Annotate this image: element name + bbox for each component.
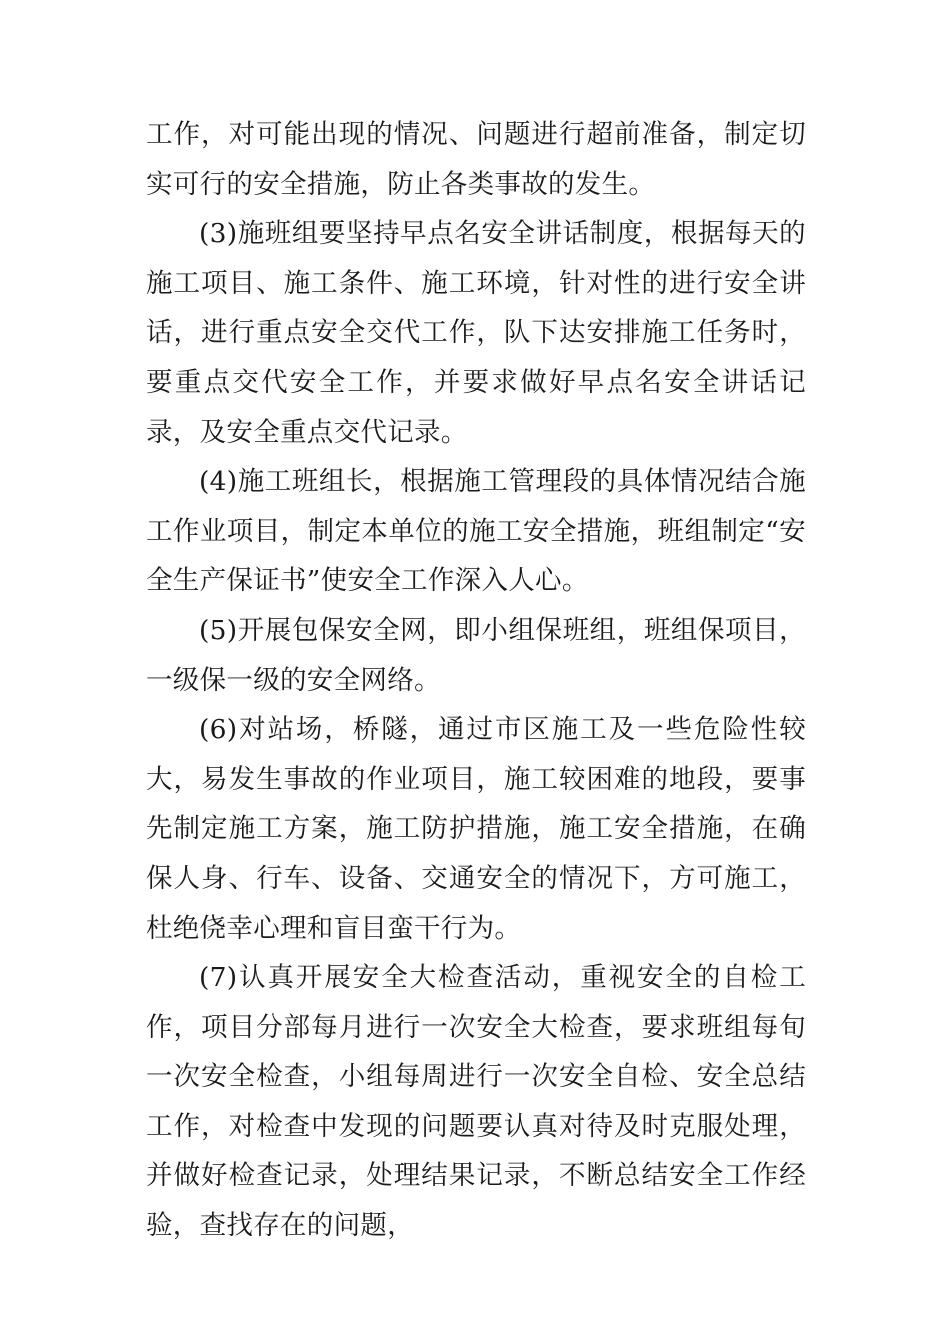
paragraph-item-3: (3)施班组要坚持早点名安全讲话制度，根据每天的施工项目、施工条件、施工环境，针对性的进行安全讲话，进行重点安全交代工作，队下达安排施工任务时，要重点交代安全工作，并要求做好早点名安全讲话记录，及安全重点交代记录。 xyxy=(146,218,806,448)
paragraph-continuation: 工作，对可能出现的情况、问题进行超前准备，制定切实可行的安全措施，防止各类事故的发生。 xyxy=(146,119,806,200)
paragraph-item-4: (4)施工班组长，根据施工管理段的具体情况结合施工作业项目，制定本单位的施工安全措施，班组制定“安全生产保证书”使安全工作深入人心。 xyxy=(146,466,806,597)
paragraph-item-6: (6)对站场，桥隧，通过市区施工及一些危险性较大，易发生事故的作业项目，施工较困难的地段，要事先制定施工方案，施工防护措施，施工安全措施，在确保人身、行车、设备、交通安全的情况下，方可施工，杜绝侥幸心理和盲目蛮干行为。 xyxy=(146,714,806,944)
paragraph-item-7: (7)认真开展安全大检查活动，重视安全的自检工作，项目分部每月进行一次安全大检查，要求班组每旬一次安全检查，小组每周进行一次安全自检、安全总结工作，对检查中发现的问题要认真对待及时克服处理，并做好检查记录，处理结果记录，不断总结安全工作经验，查找存在的问题， xyxy=(146,962,806,1242)
document-body xyxy=(146,110,806,1251)
paragraph-item-5: (5)开展包保安全网，即小组保班组，班组保项目，一级保一级的安全网络。 xyxy=(146,614,806,696)
